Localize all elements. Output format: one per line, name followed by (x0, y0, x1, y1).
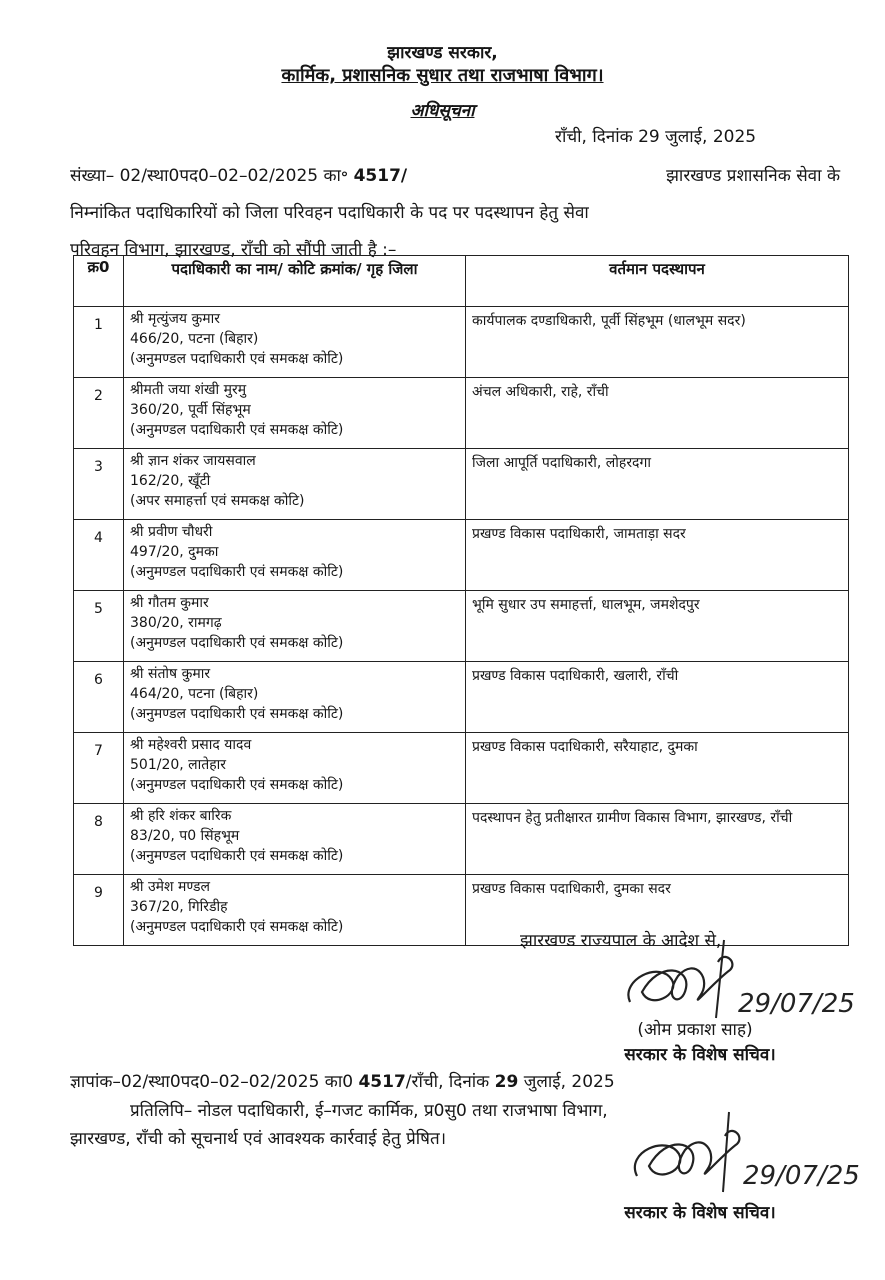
row-sl: 9 (74, 875, 124, 946)
row-officer (124, 804, 466, 875)
officer-cadre: (अनुमण्डल पदाधिकारी एवं समकक्ष कोटि) (130, 706, 344, 722)
endorsement-line: ज्ञापांक–02/स्था0पद0–02–02/2025 का0 4517/राँची, दिनांक 29 जुलाई, 2025 (70, 1072, 615, 1092)
signatory-name: (ओम प्रकाश साह) (637, 1020, 753, 1040)
row-posting: भूमि सुधार उप समाहर्त्ता, धालभूम, जमशेदपुर (466, 591, 849, 662)
officer-cadre: (अनुमण्डल पदाधिकारी एवं समकक्ष कोटि) (130, 848, 344, 864)
row-officer (124, 875, 466, 946)
officer-code: 501/20, लातेहार (130, 757, 227, 773)
officer-name: श्री गौतम कुमार (130, 595, 209, 611)
header-name: पदाधिकारी का नाम/ कोटि क्रमांक/ गृह जिला (124, 256, 466, 307)
row-sl: 4 (74, 520, 124, 591)
officer-name: श्री मृत्युंजय कुमार (130, 311, 220, 327)
row-officer (124, 591, 466, 662)
copy-line1: प्रतिलिपि– नोडल पदाधिकारी, ई–गजट कार्मिक, प्र0सु0 तथा राजभाषा विभाग, (130, 1101, 608, 1121)
officers-table (73, 255, 849, 946)
government-title: झारखण्ड सरकार, (387, 43, 498, 63)
officer-cadre: (अनुमण्डल पदाधिकारी एवं समकक्ष कोटि) (130, 919, 344, 935)
table-body (74, 307, 849, 946)
reference-number: संख्या– 02/स्था0पद0–02–02/2025 का॰ 4517/ (70, 166, 408, 186)
endorsement-number: 4517 (358, 1072, 406, 1092)
officer-name: श्री संतोष कुमार (130, 666, 211, 682)
row-sl: 5 (74, 591, 124, 662)
department-title: कार्मिक, प्रशासनिक सुधार तथा राजभाषा विभाग। (281, 65, 604, 86)
table-row (74, 733, 849, 804)
officer-cadre: (अनुमण्डल पदाधिकारी एवं समकक्ष कोटि) (130, 422, 344, 438)
officer-code: 380/20, रामगढ़ (130, 615, 222, 631)
place-date: राँची, दिनांक 29 जुलाई, 2025 (555, 127, 757, 147)
row-sl: 2 (74, 378, 124, 449)
officer-code: 360/20, पूर्वी सिंहभूम (130, 402, 251, 418)
row-officer (124, 733, 466, 804)
officer-cadre: (अपर समाहर्त्ता एवं समकक्ष कोटि) (130, 493, 305, 509)
reference-line3: परिवहन विभाग, झारखण्ड, राँची को सौंपी जाती है :– (70, 240, 397, 260)
copy-line2: झारखण्ड, राँची को सूचनार्थ एवं आवश्यक कार्रवाई हेतु प्रेषित। (70, 1129, 447, 1149)
officer-name: श्री हरि शंकर बारिक (130, 808, 232, 824)
officer-code: 464/20, पटना (बिहार) (130, 686, 259, 702)
officer-code: 367/20, गिरिडीह (130, 899, 228, 915)
row-posting: प्रखण्ड विकास पदाधिकारी, खलारी, राँची (466, 662, 849, 733)
row-sl: 8 (74, 804, 124, 875)
table-row (74, 520, 849, 591)
signature-1 (620, 940, 855, 1025)
document-type: अधिसूचना (410, 101, 475, 121)
row-posting: प्रखण्ड विकास पदाधिकारी, सरैयाहाट, दुमका (466, 733, 849, 804)
table-row (74, 591, 849, 662)
officer-cadre: (अनुमण्डल पदाधिकारी एवं समकक्ष कोटि) (130, 777, 344, 793)
officer-name: श्रीमती जया शंखी मुरमु (130, 382, 247, 398)
table-row (74, 804, 849, 875)
row-posting: प्रखण्ड विकास पदाधिकारी, जामताड़ा सदर (466, 520, 849, 591)
reference-line2: निम्नांकित पदाधिकारियों को जिला परिवहन पदाधिकारी के पद पर पदस्थापन हेतु सेवा (70, 203, 589, 223)
officer-cadre: (अनुमण्डल पदाधिकारी एवं समकक्ष कोटि) (130, 564, 344, 580)
table-row (74, 449, 849, 520)
signature-date-1: 29/07/25 (738, 989, 855, 1019)
endorsement-date-day: 29 (494, 1072, 519, 1092)
officer-name: श्री प्रवीण चौधरी (130, 524, 213, 540)
row-officer (124, 520, 466, 591)
row-sl: 7 (74, 733, 124, 804)
row-sl: 6 (74, 662, 124, 733)
row-officer (124, 449, 466, 520)
row-posting: कार्यपालक दण्डाधिकारी, पूर्वी सिंहभूम (धालभूम सदर) (466, 307, 849, 378)
signature-date-2: 29/07/25 (743, 1161, 860, 1191)
officer-code: 497/20, दुमका (130, 544, 219, 560)
header-sl: क्र0 (74, 256, 124, 307)
officer-code: 83/20, प0 सिंहभूम (130, 828, 240, 844)
endorsement-designation: सरकार के विशेष सचिव। (624, 1203, 776, 1223)
row-officer (124, 378, 466, 449)
row-posting: जिला आपूर्ति पदाधिकारी, लोहरदगा (466, 449, 849, 520)
reference-bold-number: 4517/ (353, 166, 408, 186)
row-posting: पदस्थापन हेतु प्रतीक्षारत ग्रामीण विकास विभाग, झारखण्ड, राँची (466, 804, 849, 875)
table-row (74, 875, 849, 946)
row-sl: 1 (74, 307, 124, 378)
officer-name: श्री महेश्वरी प्रसाद यादव (130, 737, 252, 753)
officer-code: 162/20, खूँटी (130, 473, 211, 489)
row-posting: अंचल अधिकारी, राहे, राँची (466, 378, 849, 449)
officer-cadre: (अनुमण्डल पदाधिकारी एवं समकक्ष कोटि) (130, 351, 344, 367)
reference-line1-end: झारखण्ड प्रशासनिक सेवा के (666, 166, 840, 186)
table-row (74, 378, 849, 449)
table-row (74, 662, 849, 733)
table-header-row (74, 256, 849, 307)
table-row (74, 307, 849, 378)
officer-name: श्री ज्ञान शंकर जायसवाल (130, 453, 256, 469)
officer-cadre: (अनुमण्डल पदाधिकारी एवं समकक्ष कोटि) (130, 635, 344, 651)
row-posting: प्रखण्ड विकास पदाधिकारी, दुमका सदर (466, 875, 849, 946)
order-line: झारखण्ड राज्यपाल के आदेश से, (520, 931, 722, 951)
row-officer (124, 662, 466, 733)
reference-paragraph (70, 158, 840, 269)
header-posting: वर्तमान पदस्थापन (466, 256, 849, 307)
officer-code: 466/20, पटना (बिहार) (130, 331, 259, 347)
signatory-designation: सरकार के विशेष सचिव। (624, 1045, 776, 1065)
officer-name: श्री उमेश मण्डल (130, 879, 211, 895)
signature-2 (625, 1112, 865, 1202)
row-officer (124, 307, 466, 378)
row-sl: 3 (74, 449, 124, 520)
